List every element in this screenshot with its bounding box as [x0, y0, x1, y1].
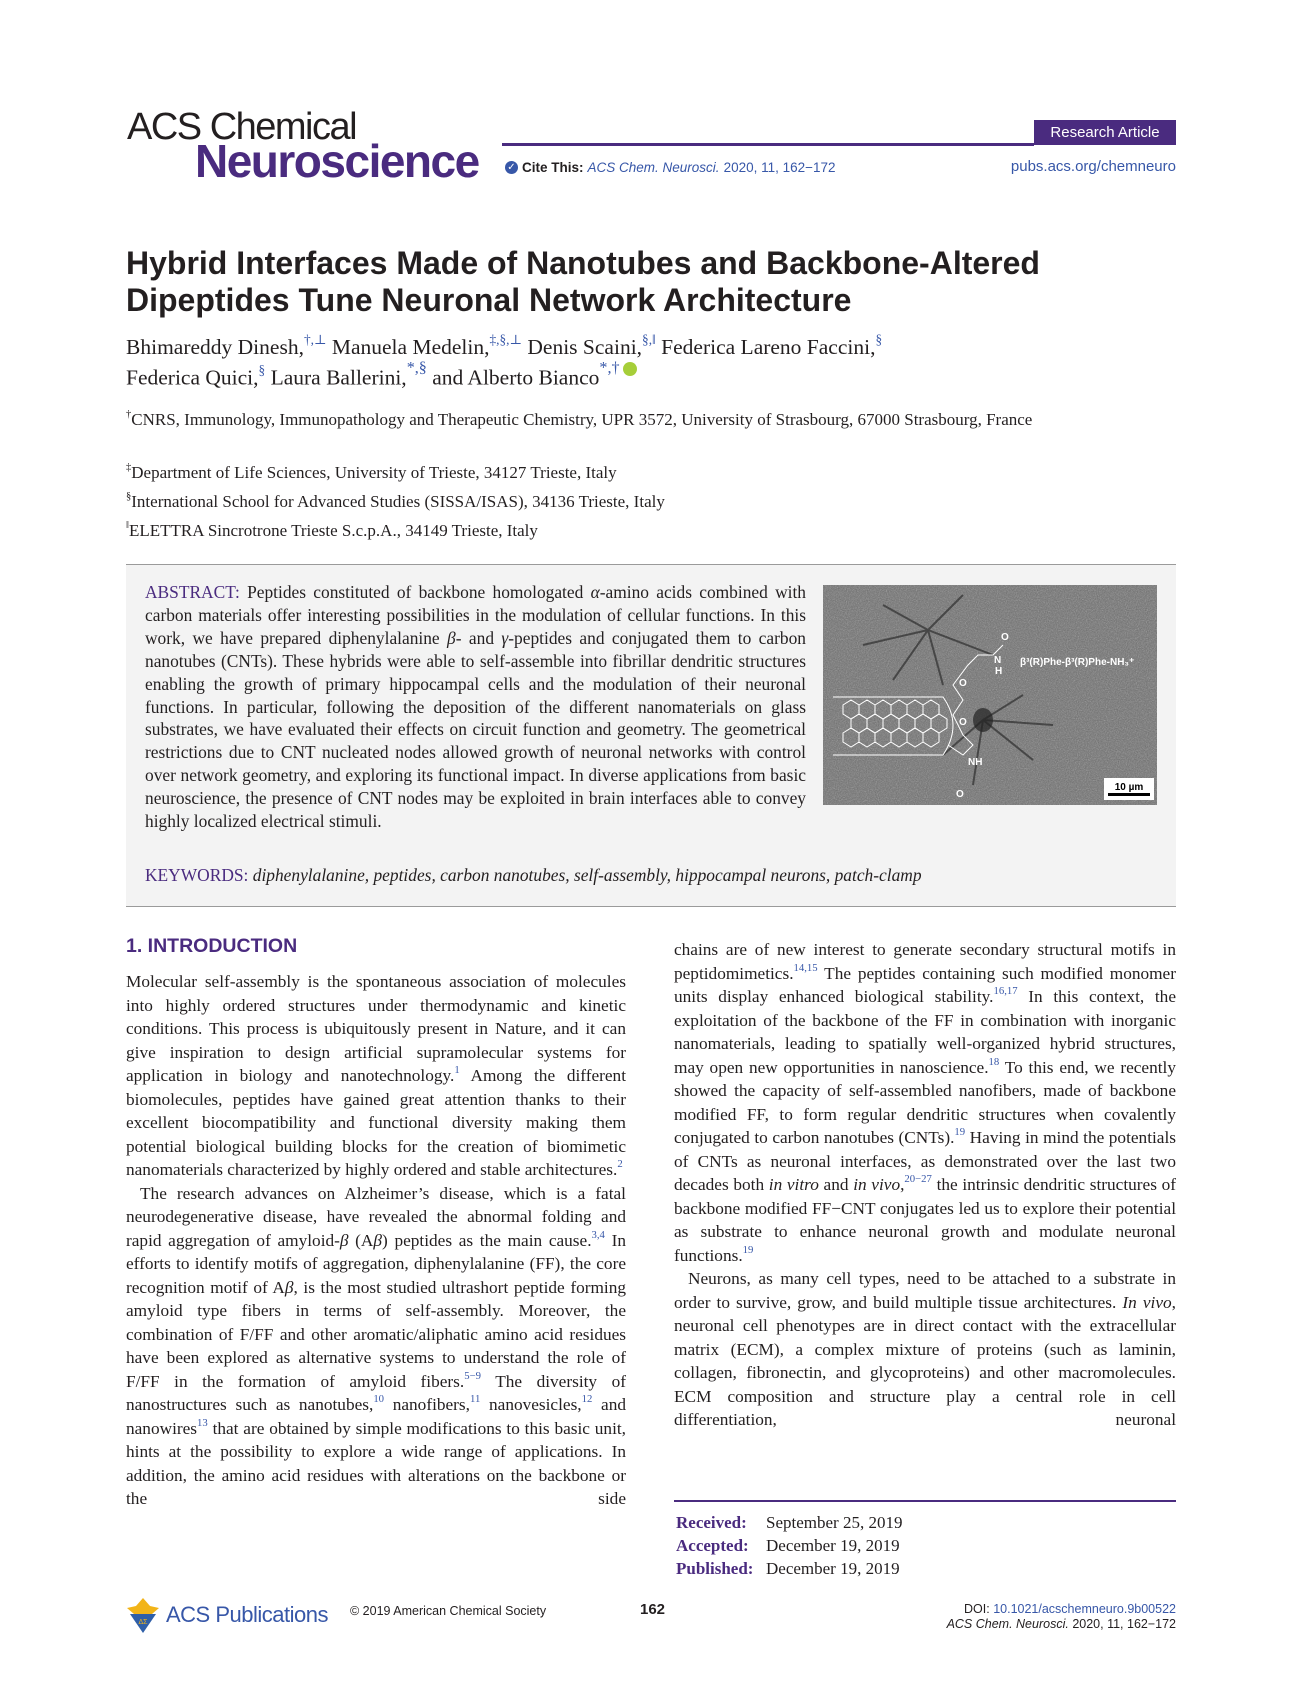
citation-ref[interactable]: 13	[197, 1416, 208, 1429]
figure-label-n: N	[994, 655, 1002, 666]
section-heading: 1. INTRODUCTION	[126, 935, 298, 957]
citation-ref[interactable]: 10	[373, 1392, 385, 1405]
text-run: Laura Ballerini,	[265, 365, 407, 390]
cite-journal[interactable]: ACS Chem. Neurosci.	[587, 160, 720, 175]
affiliation-text: CNRS, Immunology, Immunopathology and Therapeutic Chemistry, UPR 3572, University of Strasbourg, 67000 Strasbourg, France	[131, 410, 1033, 429]
text-run: nanovesicles,	[480, 1395, 582, 1414]
cite-details[interactable]: 2020, 11, 162−172	[723, 160, 836, 175]
corresponding-mark: *,†	[599, 359, 620, 377]
italic-run: in vivo	[853, 1175, 901, 1194]
history-date: December 19, 2019	[766, 1559, 900, 1578]
italic-run: γ	[501, 627, 509, 648]
citation-ref[interactable]: 19	[742, 1243, 754, 1256]
text-run: Federica Lareno Faccini,	[655, 335, 876, 359]
text-run: The peptides containing such modified monomer units display enhanced biological stability.	[674, 963, 1176, 1006]
citation-ref[interactable]: 2	[617, 1157, 623, 1170]
citation-ref[interactable]: 12	[581, 1392, 593, 1405]
text-run: Among the different biomolecules, peptides have gained great attention thanks to their excellent biocompatibility and functional diversity making them potential biological building blocks for the creation of biomimetic nanomaterials characterized by highly ordered and stable architectures.	[126, 1066, 626, 1179]
journal-website-link[interactable]: pubs.acs.org/chemneuro	[1010, 158, 1176, 175]
text-run: chains are of new interest to generate secondary structural motifs in peptidomimetics.	[674, 940, 1176, 983]
paragraph	[126, 1182, 626, 1511]
scale-bar-label: 10 µm	[1114, 782, 1144, 793]
text-run: and	[818, 1175, 854, 1194]
text-run: , neuronal cell phenotypes are in direct contact with the extracellular matrix (ECM), a complex mixture of proteins (such as laminin, collagen, fibronectin, and glycoproteins) and other macromolecules. ECM composition and structure play a central role in cell differentiation, neuronal	[674, 1292, 1176, 1429]
text-run: and Alberto Bianco	[426, 365, 600, 390]
text-run: ) peptides as the main cause.	[382, 1230, 592, 1250]
citation-ref[interactable]: 16,17	[993, 984, 1018, 997]
cite-this-line[interactable]	[505, 160, 836, 175]
text-run: Denis Scaini,	[522, 335, 643, 359]
doi-block	[947, 1602, 1176, 1632]
left-column	[126, 970, 626, 1511]
text-run: -amino acids combined with carbon materials offer interesting possibilities in the modulation of cellular functions. In this work, we have prepared diphenylalanine	[145, 582, 807, 648]
citation-ref[interactable]: 3,4	[591, 1228, 605, 1241]
header-rule	[502, 143, 1034, 146]
text-run: The research advances on Alzheimer’s disease, which is a fatal neurodegenerative disease, have revealed the abnormal folding and rapid aggregation of amyloid-	[126, 1183, 626, 1250]
affiliation-mark: †	[126, 409, 132, 421]
figure-label-o: O	[956, 789, 964, 800]
history-label: Accepted:	[676, 1536, 749, 1555]
figure-label-o: O	[959, 717, 967, 728]
paragraph	[674, 1267, 1176, 1432]
text-run: - and	[455, 627, 502, 648]
affiliation-text: ELETTRA Sincrotrone Trieste S.c.p.A., 34149 Trieste, Italy	[128, 521, 538, 540]
citation-ref[interactable]: 14,15	[793, 961, 818, 974]
history-label: Published:	[676, 1559, 754, 1578]
figure-label-nh: NH	[968, 757, 983, 768]
italic-run: In vivo	[1122, 1292, 1172, 1312]
text-run: Having in mind the potentials of CNTs as neuronal interfaces, as demonstrated over the last two decades both	[674, 1128, 1176, 1194]
text-run: and nanowires	[126, 1395, 626, 1438]
publisher-logo[interactable]	[126, 1596, 328, 1634]
orcid-icon[interactable]	[623, 362, 637, 376]
text-run: ,	[900, 1175, 905, 1194]
text-run: (A	[348, 1230, 374, 1250]
paragraph	[126, 970, 626, 1182]
affiliation-mark: §	[126, 491, 132, 503]
keywords	[145, 864, 1165, 887]
cite-label: Cite This:	[522, 160, 584, 175]
citation-ref[interactable]: §,‖	[642, 332, 656, 348]
abstract-body	[145, 582, 806, 831]
citation-ref[interactable]: §	[258, 362, 266, 378]
doi-label: DOI:	[964, 1602, 990, 1616]
citation-ref[interactable]: 11	[469, 1392, 481, 1405]
history-accepted	[676, 1535, 900, 1557]
text-run: Peptides constituted of backbone homologated	[239, 582, 591, 602]
author-list	[126, 333, 1186, 393]
italic-run: in vitro	[768, 1175, 819, 1194]
italic-run: β	[373, 1230, 383, 1250]
text-run: nanofibers,	[384, 1395, 470, 1414]
acs-eagle-icon	[126, 1596, 160, 1634]
journal-logo-line2: Neuroscience	[195, 135, 479, 187]
citation-ref[interactable]: 19	[954, 1125, 966, 1138]
text-run: In efforts to identify motifs of aggregation, diphenylalanine (FF), the core recognition motif of A	[126, 1230, 626, 1297]
abstract-text	[145, 581, 806, 833]
text-run: Neurons, as many cell types, need to be attached to a substrate in order to survive, grow, and build multiple tissue architectures.	[674, 1269, 1176, 1312]
text-run: The diversity of nanostructures such as nanotubes,	[126, 1371, 626, 1414]
text-run: Molecular self-assembly is the spontaneous association of molecules into highly ordered structures under thermodynamic and kinetic conditions. This process is ubiquitously present in Nature, and it can give inspiration to design artificial supramolecular systems for application in biology and nanotechnology.	[126, 972, 626, 1085]
scale-bar	[1108, 793, 1150, 796]
page-number: 162	[640, 1601, 666, 1618]
right-column	[674, 938, 1176, 1432]
copyright: © 2019 American Chemical Society	[350, 1604, 547, 1618]
affiliation-mark: ‡	[126, 462, 132, 474]
sem-texture	[823, 585, 1157, 805]
publisher-name: ACS Publications	[166, 1602, 328, 1627]
article-title: Hybrid Interfaces Made of Nanotubes and Backbone-Altered Dipeptides Tune Neuronal Network Architecture	[126, 245, 1040, 318]
text-run: Manuela Medelin,	[326, 335, 490, 359]
italic-run: α	[590, 582, 600, 602]
svg-text:ΔΣ: ΔΣ	[138, 1619, 148, 1626]
text-run: the intrinsic dendritic structures of backbone modified FF−CNT conjugates led us to explore their potential as substrate to enhance neuronal growth and modulate neuronal functions.	[674, 1175, 1177, 1265]
toc-graphic	[823, 585, 1157, 805]
citation-ref[interactable]: ‡,§,⊥	[489, 332, 523, 348]
affiliation-text: Department of Life Sciences, University of Trieste, 34127 Trieste, Italy	[131, 463, 617, 482]
history-date: December 19, 2019	[766, 1536, 900, 1555]
affiliation-text: International School for Advanced Studies (SISSA/ISAS), 34136 Trieste, Italy	[131, 492, 665, 511]
history-received	[676, 1512, 902, 1534]
history-label: Received:	[676, 1513, 747, 1532]
doi-link[interactable]: 10.1021/acschemneuro.9b00522	[993, 1602, 1176, 1616]
italic-run: β	[284, 1277, 294, 1297]
journal-ref-details: 2020, 11, 162−172	[1072, 1617, 1176, 1631]
citation-ref[interactable]: †,⊥	[303, 332, 327, 348]
article-type-badge: Research Article	[1034, 120, 1176, 145]
keywords-label: KEYWORDS:	[145, 865, 249, 885]
corresponding-mark: *,§	[406, 359, 427, 377]
affiliation	[126, 490, 1186, 513]
citation-ref[interactable]: 1	[454, 1063, 460, 1076]
journal-ref: ACS Chem. Neurosci.	[946, 1617, 1069, 1631]
history-date: September 25, 2019	[766, 1513, 903, 1532]
affiliation	[126, 408, 1186, 431]
affiliation	[126, 461, 1186, 484]
history-published	[676, 1558, 900, 1580]
text-run: -peptides and conjugated them to carbon nanotubes (CNTs). These hybrids were able to self-assemble into fibrillar dendritic structures enabling the growth of primary hippocampal cells and the modulation of their neuronal functions. In particular, following the deposition of the different nanomaterials on glass substrates, we have evaluated their effects on circuit function and geometry. The geometrical restrictions due to CNT nucleated nodes allowed growth of neuronal networks with control over network geometry, and exploring its functional impact. In diverse applications from basic neuroscience, the presence of CNT nodes may be exploited in brain interfaces able to convey highly localized electrical stimuli.	[145, 627, 806, 832]
keywords-text: diphenylalanine, peptides, carbon nanotubes, self-assembly, hippocampal neurons, patch-clamp	[252, 865, 922, 885]
journal-logo-line1: ACS Chemical	[127, 106, 357, 148]
citation-ref[interactable]: 18	[988, 1055, 1000, 1068]
affiliation-mark: ‖	[126, 520, 129, 532]
text-run: Federica Quici,	[126, 365, 259, 390]
figure-label-h: H	[995, 666, 1003, 677]
citation-ref[interactable]: §	[875, 332, 883, 348]
affiliation	[126, 519, 1186, 542]
figure-label-o: O	[959, 678, 967, 689]
text-run: To this end, we recently showed the capacity of self-assembled nanofibers, made of backbone modified FF, to form regular dendritic structures when covalently conjugated to carbon nanotubes (CNTs).	[674, 1057, 1176, 1147]
paragraph	[674, 938, 1176, 1267]
figure-label-o: O	[1001, 632, 1009, 643]
figure-label-peptide: β³(R)Phe-β³(R)Phe-NH₃⁺	[1020, 657, 1135, 668]
cnt-node	[973, 708, 993, 732]
check-icon: ✓	[505, 161, 518, 174]
history-rule	[674, 1500, 1176, 1502]
italic-run: β	[447, 627, 456, 648]
citation-ref[interactable]: 20−27	[904, 1172, 932, 1185]
text-run: , is the most studied ultrashort peptide forming amyloid type fibers in terms of self-assembly. Moreover, the combination of F/FF and other aromatic/aliphatic amino acid residues have been explored as alternative systems to understand the role of F/FF in the formation of amyloid fibers.	[126, 1277, 626, 1391]
citation-ref[interactable]: 5−9	[464, 1369, 481, 1382]
abstract-label: ABSTRACT:	[145, 582, 240, 602]
text-run: Bhimareddy Dinesh,	[126, 335, 304, 359]
text-run: that are obtained by simple modifications to this basic unit, hints at the possibility to explore a wide range of applications. In addition, the amino acid residues with alterations on the backbone or the side	[126, 1418, 626, 1508]
text-run: In this context, the exploitation of the backbone of the FF in combination with inorganic nanomaterials, leading to spatially well-organized hybrid structures, may open new opportunities in nanoscience.	[674, 987, 1176, 1077]
italic-run: β	[339, 1230, 349, 1250]
